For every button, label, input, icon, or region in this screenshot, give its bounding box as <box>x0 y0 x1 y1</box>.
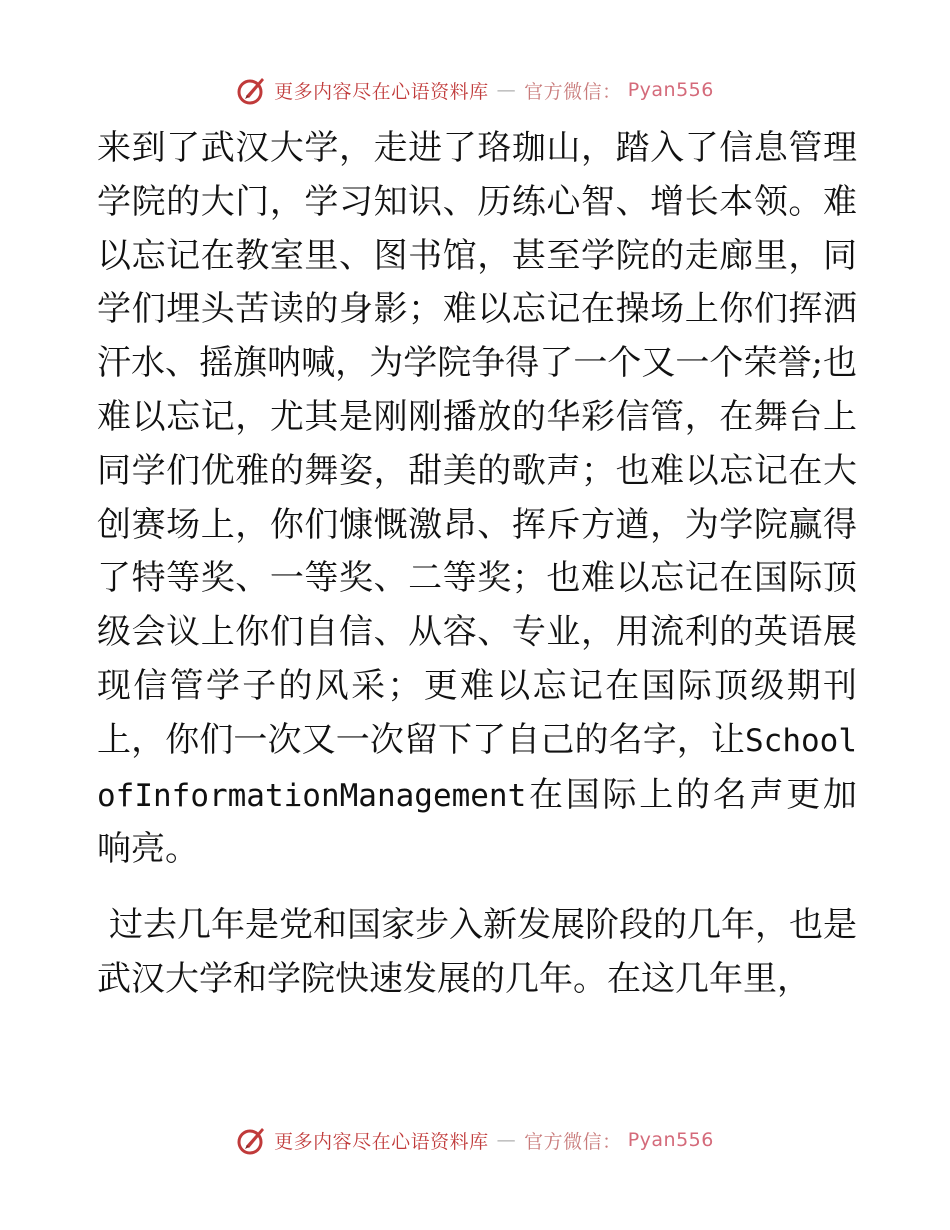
paragraph-2: 过去几年是党和国家步入新发展阶段的几年，也是武汉大学和学院快速发展的几年。在这几年里， <box>97 905 857 999</box>
feather-pen-icon <box>236 74 268 106</box>
header-wechat-id: Pyan556 <box>627 79 714 101</box>
footer-separator: — <box>496 1129 517 1151</box>
header-wechat-label: 官方微信： <box>524 80 622 103</box>
paragraph-1-english: SchoolofInformationManagement <box>97 722 857 814</box>
footer-brand-text: 更多内容尽在心语资料库 <box>274 1130 489 1153</box>
document-body <box>97 122 857 1007</box>
header-separator: — <box>496 79 517 101</box>
header-brand-text: 更多内容尽在心语资料库 <box>274 80 489 103</box>
page-footer <box>0 1122 950 1158</box>
paragraph-1-text: 来到了武汉大学，走进了珞珈山，踏入了信息管理学院的大门，学习知识、历练心智、增长本领。难以忘记在教室里、图书馆，甚至学院的走廊里，同学们埋头苦读的身影；难以忘记在操场上你们挥洒汗水、摇旗呐喊，为学院争得了一个又一个荣誉;也难以忘记，尤其是刚刚播放的华彩信管，在舞台上同学们优雅的舞姿，甜美的歌声；也难以忘记在大创赛场上，你们慷慨激昂、挥斥方遒，为学院赢得了特等奖、一等奖、二等奖；也难以忘记在国际顶级会议上你们自信、从容、专业，用流利的英语展现信管学子的风采；更难以忘记在国际顶级期刊上，你们一次又一次留下了自己的名字，让 <box>97 128 857 760</box>
footer-wechat-label: 官方微信： <box>524 1130 622 1153</box>
paragraph-1-text-end: 在国际上的名声更加响亮。 <box>97 774 857 870</box>
footer-brand <box>236 1124 714 1156</box>
feather-pen-icon <box>236 1124 268 1156</box>
footer-wechat-id: Pyan556 <box>627 1129 714 1151</box>
header-brand <box>236 74 714 106</box>
paragraph-1 <box>97 122 857 877</box>
page-header <box>0 72 950 108</box>
